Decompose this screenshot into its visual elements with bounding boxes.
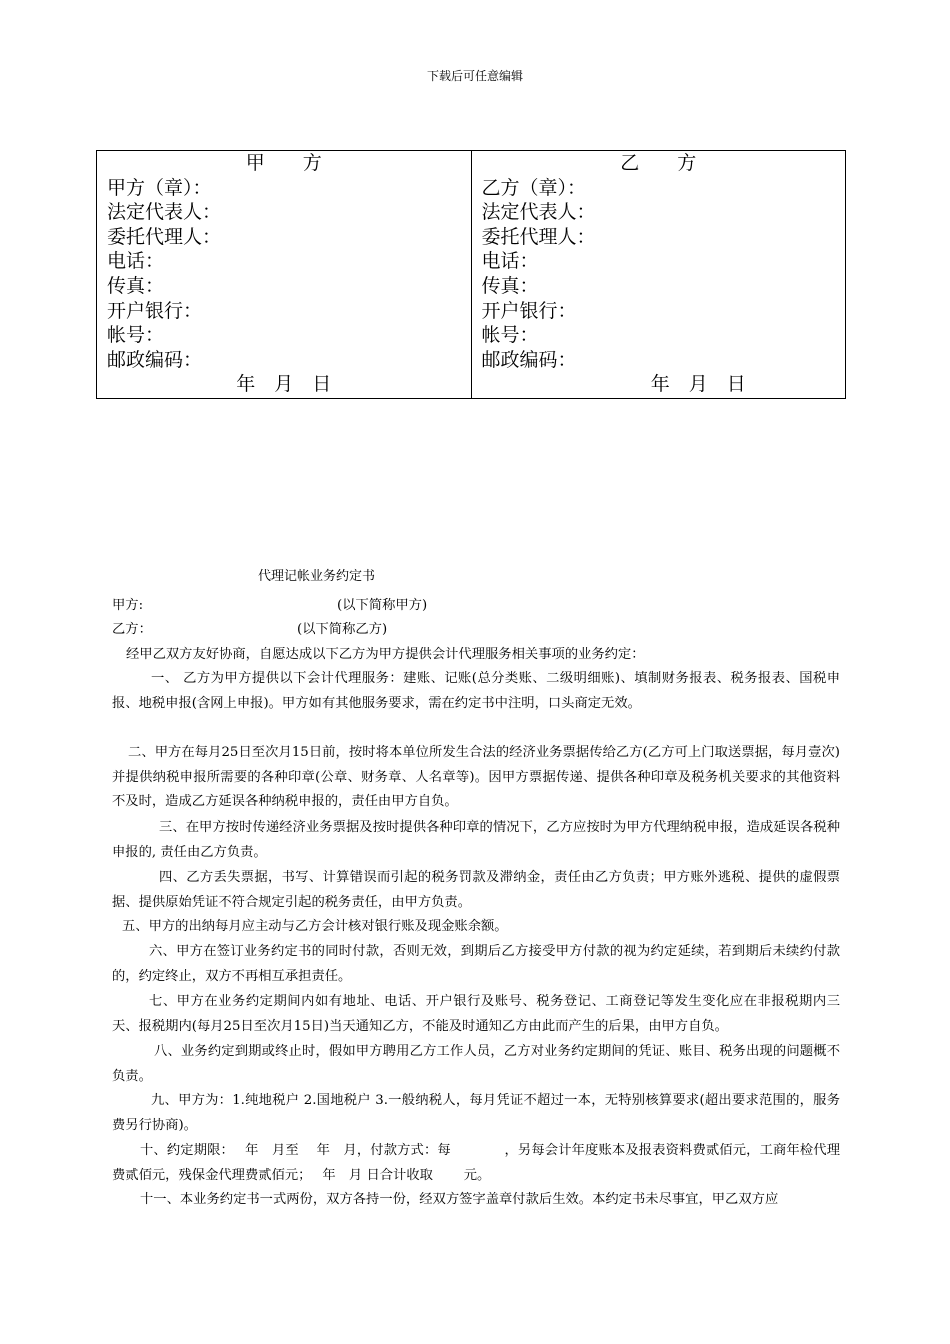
party-b-title: 乙 方 xyxy=(620,152,697,174)
party-a-fax-field: 传真： xyxy=(107,274,165,297)
party-b-seal-field: 乙方（章）： xyxy=(481,176,587,199)
clause-1: 一、 乙方为甲方提供以下会计代理服务：建账、记账(总分类账、二级明细账)、填制财务报表、税务报表、国税申报、地税申报(含网上申报)。甲方如有其他服务要求，需在约定书中注明，口头商定无效。 xyxy=(112,671,840,711)
party-a-cell xyxy=(97,151,472,399)
party-b-phone-field: 电话： xyxy=(481,250,539,273)
party-a-date: 年 月 日 xyxy=(236,373,332,396)
party-b-cell xyxy=(471,151,846,399)
party-a-legal-rep-field: 法定代表人： xyxy=(107,201,222,224)
party-b-date: 年 月 日 xyxy=(650,373,746,396)
clause-8: 八、业务约定到期或终止时，假如甲方聘用乙方工作人员，乙方对业务约定期间的凭证、账目、税务出现的问题概不负责。 xyxy=(112,1044,840,1084)
party-b-account-field: 帐号： xyxy=(481,324,539,347)
clause-6: 六、甲方在签订业务约定书的同时付款，否则无效，到期后乙方接受甲方付款的视为约定延续，若到期后未续约付款的，约定终止，双方不再相互承担责任。 xyxy=(112,944,840,984)
party-b-agent-field: 委托代理人： xyxy=(481,225,596,248)
party-a-agent-field: 委托代理人： xyxy=(107,225,222,248)
clause-2: 二、甲方在每月25日至次月15日前，按时将本单位所发生合法的经济业务票据传给乙方(乙方可上门取送票据，每月壹次)并提供纳税申报所需要的各种印章(公章、财务章、人名章等)。因甲方票据传递、提供各种印章及税务机关要求的其他资料不及时，造成乙方延误各种纳税申报的，责任由甲方自负。 xyxy=(112,745,840,809)
clause-5: 五、甲方的出纳每月应主动与乙方会计核对银行账及现金账余额。 xyxy=(122,919,508,934)
party-b-bank-field: 开户银行： xyxy=(481,299,577,322)
party-a-seal-field: 甲方（章）： xyxy=(107,176,212,199)
page-header: 下载后可任意编辑 xyxy=(426,69,523,83)
clause-11: 十一、本业务约定书一式两份，双方各持一份，经双方签字盖章付款后生效。本约定书未尽事宜，甲乙双方应 xyxy=(140,1192,779,1207)
signature-table xyxy=(96,150,846,399)
party-a-phone-field: 电话： xyxy=(107,250,165,273)
party-a-note: (以下简称甲方) xyxy=(337,598,428,613)
contract-intro: 经甲乙双方友好协商，自愿达成以下乙方为甲方提供会计代理服务相关事项的业务约定： xyxy=(126,647,645,662)
party-a-label: 甲方: xyxy=(112,598,144,613)
party-b-postcode-field: 邮政编码： xyxy=(481,348,577,371)
clause-9: 九、甲方为：1.纯地税户 2.国地税户 3.一般纳税人，每月凭证不超过一本，无特别核算要求(超出要求范围的，服务费另行协商)。 xyxy=(112,1093,840,1133)
party-b-legal-rep-field: 法定代表人： xyxy=(481,201,596,224)
party-a-bank-field: 开户银行： xyxy=(107,299,203,322)
party-a-account-field: 帐号： xyxy=(107,324,165,347)
party-a-postcode-field: 邮政编码： xyxy=(107,348,203,371)
clause-7: 七、甲方在业务约定期间内如有地址、电话、开户银行及账号、税务登记、工商登记等发生变化应在非报税期内三天、报税期内(每月25日至次月15日)当天通知乙方，不能及时通知乙方由此而产生的后果，由甲方自负。 xyxy=(112,994,840,1034)
party-b-fax-field: 传真： xyxy=(481,274,539,297)
clause-4: 四、乙方丢失票据，书写、计算错误而引起的税务罚款及滞纳金，责任由乙方负责；甲方账外逃税、提供的虚假票据、提供原始凭证不符合规定引起的税务责任，由甲方负责。 xyxy=(112,870,840,910)
contract-title: 代理记帐业务约定书 xyxy=(258,569,376,584)
party-a-title: 甲 方 xyxy=(245,152,322,174)
clause-10: 十、约定期限： 年 月至 年 月，付款方式：每 ，另每会计年度账本及报表资料费贰佰元，工商年检代理费贰佰元，残保金代理费贰佰元； 年 月 日合计收取 元。 xyxy=(112,1143,840,1183)
party-b-note: (以下简称乙方) xyxy=(297,622,388,637)
party-b-label: 乙方： xyxy=(112,622,152,637)
clause-3: 三、在甲方按时传递经济业务票据及按时提供各种印章的情况下，乙方应按时为甲方代理纳税申报，造成延误各税种申报的, 责任由乙方负责。 xyxy=(112,820,840,860)
